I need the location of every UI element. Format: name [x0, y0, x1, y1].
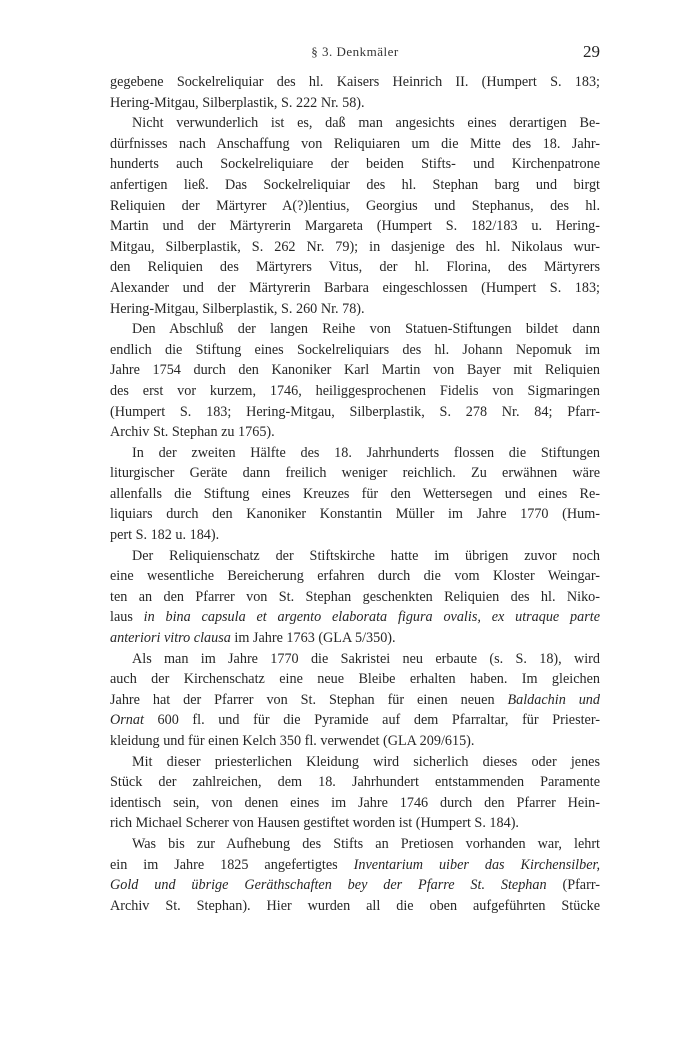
text-segment: ten an den Pfarrer von St. Stephan geschenkten Reliquien des hl. Niko- [110, 588, 600, 605]
text-line [110, 72, 600, 93]
text-line [110, 340, 600, 361]
text-segment: 600 fl. und für die Pyramide auf dem Pfarraltar, für Priester- [143, 712, 600, 729]
italic-text: in bina capsula et argento elaborata figura ovalis, ex utraque parte [143, 609, 600, 626]
text-line [110, 319, 600, 340]
text-line [110, 628, 600, 649]
text-line [110, 422, 600, 443]
text-line [110, 855, 600, 876]
running-head [110, 44, 600, 66]
text-line [110, 669, 600, 690]
text-segment: den Reliquien des Märtyrers Vitus, der hl. Florina, des Märtyrers [110, 259, 600, 276]
text-segment: des erst vor kurzem, 1746, heiliggesprochenen Fidelis von Sigmaringen [110, 382, 600, 399]
text-line [110, 690, 600, 711]
text-segment: Hering-Mitgau, Silberplastik, S. 222 Nr. 58). [110, 94, 365, 111]
text-segment: (Pfarr- [546, 877, 600, 894]
text-segment: Alexander und der Märtyrerin Barbara eingeschlossen (Humpert S. 183; [110, 279, 600, 296]
text-segment: gegebene Sockelreliquiar des hl. Kaisers Heinrich II. (Humpert S. 183; [110, 74, 600, 90]
text-segment: Martin und der Märtyrerin Margareta (Humpert S. 182/183 u. Hering- [110, 218, 600, 235]
text-line [110, 875, 600, 896]
text-line [110, 834, 600, 855]
text-segment: auch der Kirchenschatz eine neue Bleibe erhalten haben. Im gleichen [110, 671, 600, 688]
text-segment: pert S. 182 u. 184). [110, 527, 220, 544]
running-title: § 3. Denkmäler [311, 44, 399, 59]
text-line [110, 793, 600, 814]
text-line [110, 463, 600, 484]
text-line [110, 896, 600, 917]
text-segment: Archiv St. Stephan zu 1765). [110, 424, 275, 441]
italic-text: Gold und übrige Geräthschaften bey der Pfarre St. Stephan [110, 877, 547, 894]
text-line [110, 381, 600, 402]
text-line [110, 134, 600, 155]
text-line [110, 154, 600, 175]
text-line [110, 772, 600, 793]
italic-text: Baldachin und [507, 691, 600, 708]
text-segment: anfertigen ließ. Das Sockelreliquiar des hl. Stephan barg und birgt [110, 176, 600, 193]
text-segment: kleidung und für einen Kelch 350 fl. verwendet (GLA 209/615). [110, 733, 475, 749]
text-segment: identisch sein, von denen eines im Jahre 1746 durch den Pfarrer Hein- [110, 794, 600, 811]
text-line [110, 546, 600, 567]
text-line [110, 566, 600, 587]
italic-text: Ornat [110, 712, 144, 729]
text-segment: hunderts auch Sockelreliquiare der beiden Stifts- und Kirchenpatrone [110, 156, 600, 173]
text-line [110, 402, 600, 423]
text-line [110, 710, 600, 731]
text-line [110, 752, 600, 773]
text-segment: Den Abschluß der langen Reihe von Statuen-Stiftungen bildet dann [132, 321, 600, 338]
text-line [110, 196, 600, 217]
text-segment: liturgischer Geräte dann freilich weniger reichlich. Zu erwähnen wäre [110, 465, 600, 482]
text-segment: Archiv St. Stephan). Hier wurden all die oben aufgeführten Stücke [110, 897, 600, 914]
text-line [110, 525, 600, 546]
text-segment: Mit dieser priesterlichen Kleidung wird sicherlich dieses oder jenes [132, 753, 600, 770]
text-line [110, 216, 600, 237]
text-line [110, 237, 600, 258]
text-line [110, 731, 600, 752]
text-segment: Der Reliquienschatz der Stiftskirche hatte im übrigen zuvor noch [132, 547, 600, 564]
text-line [110, 443, 600, 464]
text-line [110, 175, 600, 196]
text-line [110, 813, 600, 834]
text-line [110, 360, 600, 381]
page-number: 29 [583, 42, 600, 61]
text-segment: Mitgau, Silberplastik, S. 262 Nr. 79); in dasjenige des hl. Nikolaus wur- [110, 238, 600, 255]
text-segment: dürfnisses nach Anschaffung von Reliquiaren um die Mitte des 18. Jahr- [110, 135, 600, 152]
text-line [110, 484, 600, 505]
text-segment: endlich die Stiftung eines Sockelreliquiars des hl. Johann Nepomuk im [110, 341, 600, 358]
text-segment: Nicht verwunderlich ist es, daß man angesichts eines derartigen Be- [132, 115, 600, 132]
text-segment: liquiars durch den Kanoniker Konstantin Müller im Jahre 1770 (Hum- [110, 506, 600, 523]
text-line [110, 93, 600, 114]
text-line [110, 649, 600, 670]
text-segment: Als man im Jahre 1770 die Sakristei neu erbaute (s. S. 18), wird [132, 650, 600, 667]
text-segment: Reliquien der Märtyrer A(?)lentius, Georgius und Stephanus, des hl. [110, 197, 600, 214]
text-line [110, 587, 600, 608]
text-segment: eine wesentliche Bereicherung erfahren durch die vom Kloster Weingar- [110, 568, 600, 585]
text-segment: Was bis zur Aufhebung des Stifts an Pretiosen vorhanden war, lehrt [132, 835, 600, 852]
text-segment: allenfalls die Stiftung eines Kreuzes für den Wettersegen und eines Re- [110, 485, 600, 502]
text-segment: laus [110, 609, 144, 626]
body-text [110, 72, 600, 916]
text-segment: In der zweiten Hälfte des 18. Jahrhunderts flossen die Stiftungen [132, 444, 600, 461]
text-line [110, 299, 600, 320]
text-segment: Jahre hat der Pfarrer von St. Stephan für einen neuen [110, 691, 508, 708]
text-line [110, 607, 600, 628]
text-segment: ein im Jahre 1825 angefertigtes [110, 856, 354, 873]
text-segment: Jahre 1754 durch den Kanoniker Karl Martin von Bayer mit Reliquien [110, 362, 600, 379]
text-segment: rich Michael Scherer von Hausen gestiftet worden ist (Humpert S. 184). [110, 815, 519, 832]
italic-text: anteriori vitro clausa [110, 630, 231, 647]
text-segment: Hering-Mitgau, Silberplastik, S. 260 Nr. 78). [110, 300, 365, 317]
text-line [110, 504, 600, 525]
text-line [110, 278, 600, 299]
text-segment: (Humpert S. 183; Hering-Mitgau, Silberplastik, S. 278 Nr. 84; Pfarr- [110, 403, 600, 420]
text-segment: Stück der zahlreichen, dem 18. Jahrhundert entstammenden Paramente [110, 774, 600, 791]
text-segment: im Jahre 1763 (GLA 5/350). [230, 630, 396, 647]
text-line [110, 113, 600, 134]
italic-text: Inventarium uiber das Kirchensilber, [353, 856, 600, 873]
text-line [110, 257, 600, 278]
